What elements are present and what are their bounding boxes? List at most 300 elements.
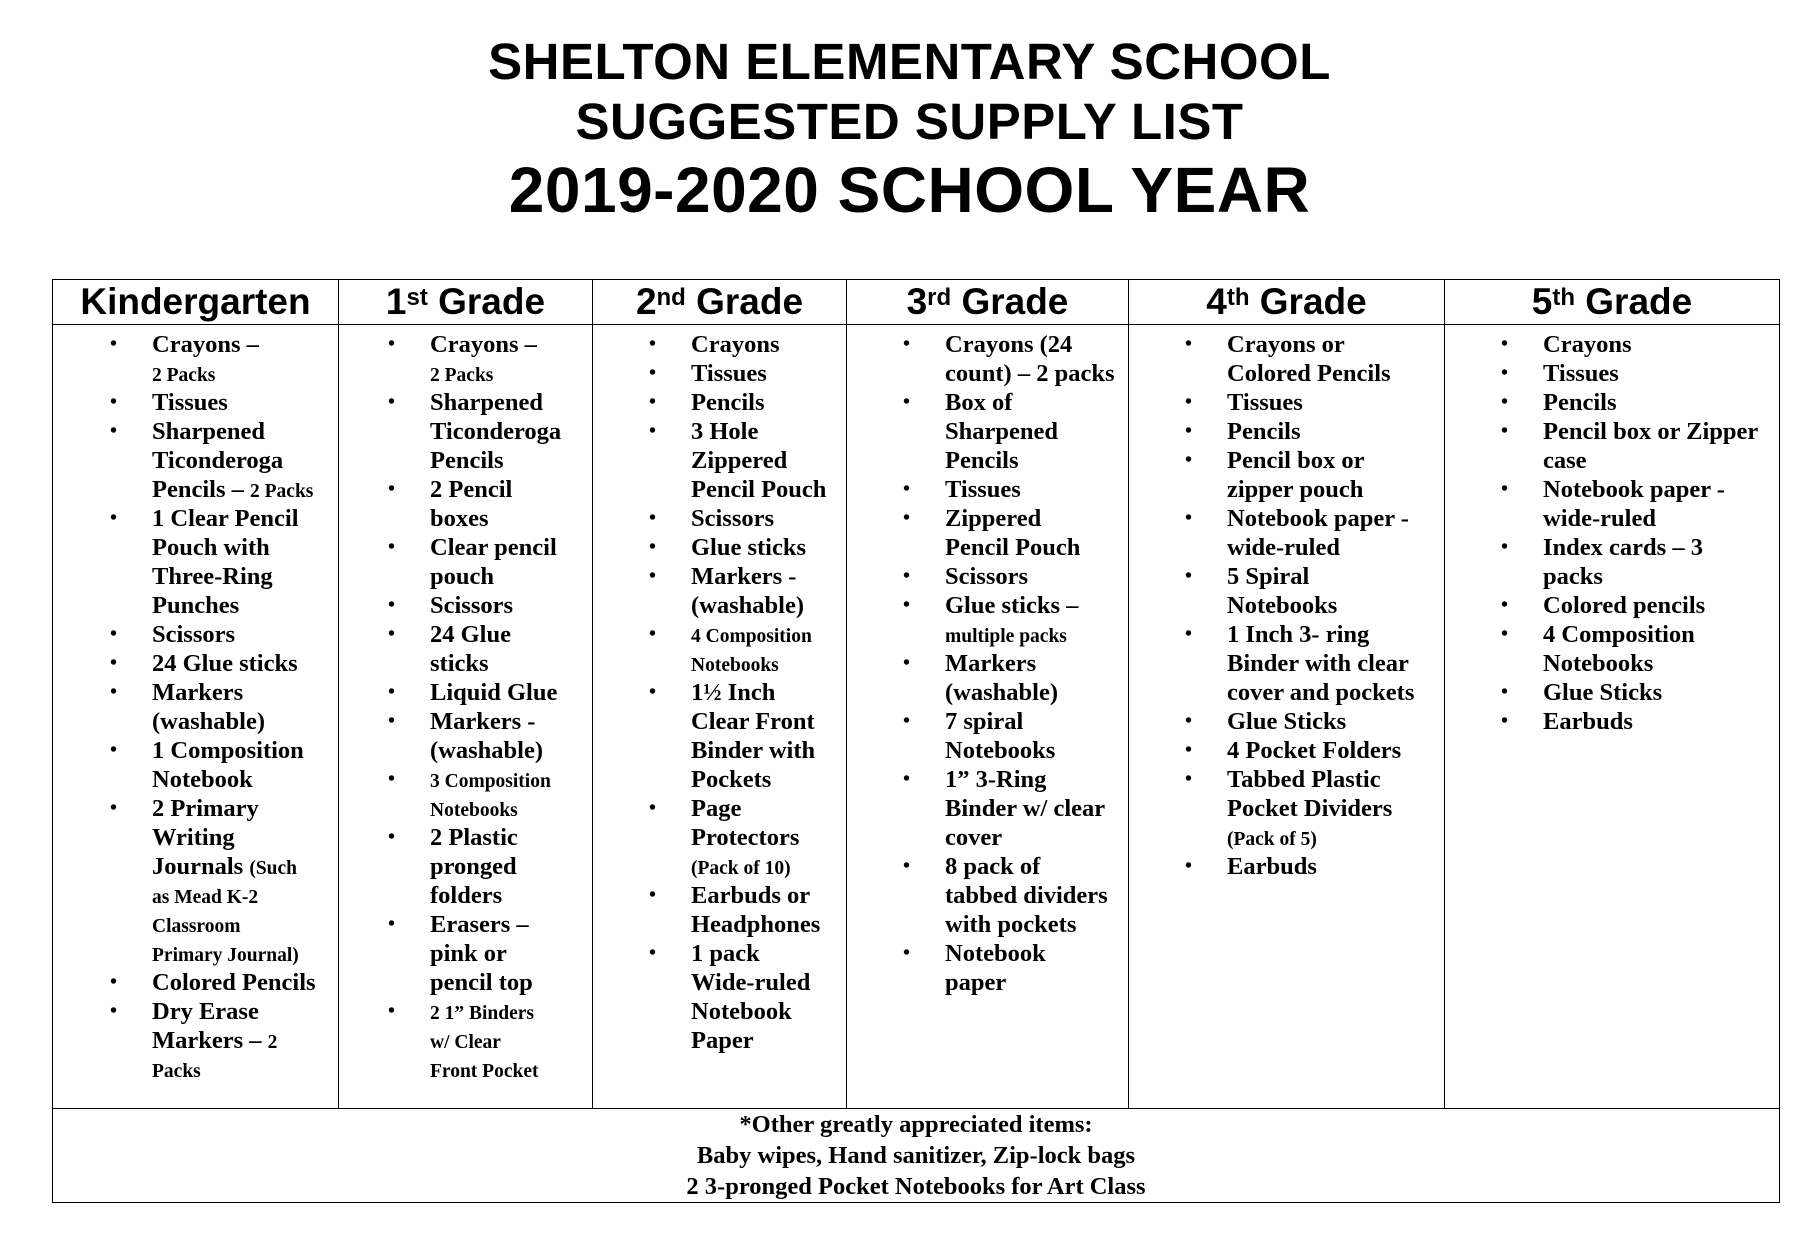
supply-item-text: 2 Packs bbox=[250, 481, 314, 502]
supply-item bbox=[593, 794, 846, 881]
supply-item-text: 2 Plastic bbox=[430, 824, 518, 851]
supply-item bbox=[593, 881, 846, 939]
supply-item-text: Scissors bbox=[430, 592, 514, 619]
footer-row bbox=[53, 1109, 1780, 1203]
supply-item-text: zipper pouch bbox=[1227, 476, 1364, 503]
supply-item-text: Pencils bbox=[691, 389, 765, 416]
supply-item bbox=[847, 388, 1128, 475]
supply-item-text: Protectors bbox=[691, 824, 800, 851]
supply-item-text: Markers – bbox=[152, 1027, 268, 1054]
supply-item bbox=[593, 417, 846, 504]
grade-word: Grade bbox=[685, 281, 804, 322]
supply-item-text: Scissors bbox=[945, 563, 1029, 590]
supply-item-text: wide-ruled bbox=[1543, 505, 1656, 532]
bullet-icon: • bbox=[903, 391, 911, 413]
supply-item-text: Three-Ring bbox=[152, 563, 273, 590]
supply-item-text: 1” 3-Ring bbox=[945, 766, 1047, 793]
supply-item bbox=[53, 620, 338, 649]
supply-item bbox=[593, 678, 846, 794]
supply-item-text: 5 Spiral bbox=[1227, 563, 1310, 590]
bullet-icon: • bbox=[903, 565, 911, 587]
header-grade-3 bbox=[847, 280, 1129, 325]
list-title: SUGGESTED SUPPLY LIST bbox=[575, 93, 1244, 150]
supply-item bbox=[1445, 591, 1779, 620]
bullet-icon: • bbox=[110, 652, 118, 674]
supply-item bbox=[339, 765, 592, 823]
supply-item-text: Notebook bbox=[945, 940, 1046, 967]
bullet-icon: • bbox=[903, 507, 911, 529]
supply-item-text: Earbuds bbox=[1227, 853, 1317, 880]
supply-item-text: Binder w/ clear bbox=[945, 795, 1106, 822]
supply-item-text: Crayons bbox=[691, 331, 780, 358]
supply-item-text: Pencil box or bbox=[1227, 447, 1365, 474]
supply-item-text: Notebook bbox=[152, 766, 253, 793]
bullet-icon: • bbox=[903, 333, 911, 355]
supply-item-text: 4 Composition bbox=[691, 626, 812, 647]
supply-item-text: Pockets bbox=[691, 766, 772, 793]
supply-item-text: Earbuds bbox=[1543, 708, 1633, 735]
bullet-icon: • bbox=[1185, 420, 1193, 442]
bullet-icon: • bbox=[649, 681, 657, 703]
bullet-icon: • bbox=[388, 1000, 396, 1022]
supply-item bbox=[1129, 330, 1444, 388]
bullet-icon: • bbox=[1185, 739, 1193, 761]
supply-item bbox=[53, 794, 338, 968]
bullet-icon: • bbox=[649, 536, 657, 558]
supply-item bbox=[1445, 417, 1779, 475]
supply-item bbox=[1445, 330, 1779, 359]
supply-item bbox=[339, 388, 592, 475]
supply-item-text: Notebooks bbox=[430, 800, 518, 821]
bullet-icon: • bbox=[903, 594, 911, 616]
grade-ordinal: st bbox=[406, 284, 428, 311]
supply-list-grade-2 bbox=[593, 325, 846, 1055]
supply-list-grade-5 bbox=[1445, 325, 1779, 736]
supply-item bbox=[1445, 620, 1779, 678]
grade-number: 1 bbox=[385, 281, 407, 322]
bullet-icon: • bbox=[1185, 507, 1193, 529]
supply-item bbox=[1129, 388, 1444, 417]
supply-item-text: 2 Primary bbox=[152, 795, 259, 822]
supply-item-text: sticks bbox=[430, 650, 489, 677]
supply-item bbox=[847, 562, 1128, 591]
supply-item bbox=[1445, 707, 1779, 736]
bullet-icon: • bbox=[903, 855, 911, 877]
supply-item-text: Colored Pencils bbox=[152, 969, 316, 996]
other-items-note bbox=[53, 1109, 1780, 1203]
supply-item-text: Glue sticks bbox=[691, 534, 807, 561]
supply-item-text: 2 Pencil bbox=[430, 476, 513, 503]
bullet-icon: • bbox=[649, 565, 657, 587]
column-grade-3 bbox=[847, 325, 1129, 1109]
supply-item-text: Ticonderoga bbox=[152, 447, 284, 474]
supply-item-text: Pencils bbox=[430, 447, 504, 474]
bullet-icon: • bbox=[388, 913, 396, 935]
supply-item bbox=[1129, 504, 1444, 562]
bullet-icon: • bbox=[110, 420, 118, 442]
bullet-icon: • bbox=[649, 420, 657, 442]
supply-item-text: Tissues bbox=[945, 476, 1021, 503]
document-title bbox=[0, 32, 1819, 228]
bullet-icon: • bbox=[1185, 449, 1193, 471]
bullet-icon: • bbox=[1185, 623, 1193, 645]
supply-item bbox=[53, 417, 338, 504]
supply-item-text: 4 Composition bbox=[1543, 621, 1695, 648]
supply-item-text: Index cards – 3 bbox=[1543, 534, 1703, 561]
supply-item bbox=[339, 475, 592, 533]
supply-item bbox=[339, 678, 592, 707]
supply-item-text: Pencils bbox=[1227, 418, 1301, 445]
supply-item-text: pink or bbox=[430, 940, 507, 967]
bullet-icon: • bbox=[1501, 420, 1509, 442]
bullet-icon: • bbox=[649, 942, 657, 964]
bullet-icon: • bbox=[1185, 710, 1193, 732]
supply-item-text: wide-ruled bbox=[1227, 534, 1340, 561]
supply-item-text: Markers bbox=[152, 679, 244, 706]
supply-item bbox=[847, 707, 1128, 765]
supply-item-text: 2 Packs bbox=[430, 365, 494, 386]
supply-item bbox=[1129, 620, 1444, 707]
supply-item bbox=[53, 968, 338, 997]
bullet-icon: • bbox=[649, 333, 657, 355]
supply-item-text: with pockets bbox=[945, 911, 1077, 938]
supply-item-text: Notebook bbox=[691, 998, 792, 1025]
supply-item-text: Pencil Pouch bbox=[945, 534, 1081, 561]
bullet-icon: • bbox=[1501, 478, 1509, 500]
bullet-icon: • bbox=[1501, 536, 1509, 558]
supply-item bbox=[847, 504, 1128, 562]
bullet-icon: • bbox=[388, 391, 396, 413]
supply-item bbox=[1129, 446, 1444, 504]
supply-item-text: Zippered bbox=[945, 505, 1042, 532]
supply-item-text: Journals bbox=[152, 853, 250, 880]
bullet-icon: • bbox=[110, 1000, 118, 1022]
supply-item-text: 24 Glue sticks bbox=[152, 650, 298, 677]
supply-item-text: Pencils bbox=[945, 447, 1019, 474]
header-grade-1 bbox=[339, 280, 593, 325]
supply-item-text: Glue Sticks bbox=[1227, 708, 1347, 735]
supply-item bbox=[339, 707, 592, 765]
supply-item bbox=[339, 910, 592, 997]
supply-item-text: 2 bbox=[267, 1032, 278, 1053]
supply-item-text: Pocket Dividers bbox=[1227, 795, 1393, 822]
bullet-icon: • bbox=[649, 797, 657, 819]
supply-item-text: Zippered bbox=[691, 447, 788, 474]
supply-item-text: 1½ Inch bbox=[691, 679, 776, 706]
supply-item-text: Scissors bbox=[691, 505, 775, 532]
column-grade-5 bbox=[1445, 325, 1780, 1109]
supply-item-text: pencil top bbox=[430, 969, 533, 996]
supply-item-text: Notebooks bbox=[945, 737, 1056, 764]
supply-item-text: Packs bbox=[152, 1061, 201, 1082]
column-grade-2 bbox=[593, 325, 847, 1109]
supply-item bbox=[847, 649, 1128, 707]
supply-item-text: 7 spiral bbox=[945, 708, 1024, 735]
supply-item-text: Clear Front bbox=[691, 708, 815, 735]
supply-item-text: boxes bbox=[430, 505, 489, 532]
bullet-icon: • bbox=[388, 536, 396, 558]
supply-item-text: Pencil Pouch bbox=[691, 476, 827, 503]
column-grade-4 bbox=[1129, 325, 1445, 1109]
supply-item-text: Ticonderoga bbox=[430, 418, 562, 445]
supply-item-text: Crayons (24 bbox=[945, 331, 1073, 358]
supply-item-text: 3 Hole bbox=[691, 418, 759, 445]
bullet-icon: • bbox=[1501, 333, 1509, 355]
supply-item bbox=[1129, 562, 1444, 620]
supply-item bbox=[847, 765, 1128, 852]
supply-item bbox=[1129, 707, 1444, 736]
bullet-icon: • bbox=[903, 942, 911, 964]
supply-item-text: Scissors bbox=[152, 621, 236, 648]
grade-header-row bbox=[53, 280, 1780, 325]
supply-item-text: 8 pack of bbox=[945, 853, 1041, 880]
bullet-icon: • bbox=[1185, 768, 1193, 790]
bullet-icon: • bbox=[388, 478, 396, 500]
supply-item-text: Front Pocket bbox=[430, 1061, 539, 1082]
supply-item bbox=[1129, 852, 1444, 881]
supply-item-text: cover bbox=[945, 824, 1003, 851]
supply-item-text: Binder with bbox=[691, 737, 816, 764]
supply-item-text: Tissues bbox=[691, 360, 767, 387]
supply-item bbox=[593, 359, 846, 388]
supply-item-text: Notebooks bbox=[691, 655, 779, 676]
grade-ordinal: th bbox=[1552, 284, 1575, 311]
other-items-line-2: 2 3-pronged Pocket Notebooks for Art Class bbox=[686, 1173, 1146, 1200]
supply-item-text: Sharpened bbox=[430, 389, 544, 416]
supply-item-text: 4 Pocket Folders bbox=[1227, 737, 1402, 764]
other-items-line-1: Baby wipes, Hand sanitizer, Zip-lock bags bbox=[696, 1142, 1136, 1169]
supply-item-text: Crayons or bbox=[1227, 331, 1345, 358]
grade-ordinal: th bbox=[1226, 284, 1250, 311]
supply-item-text: paper bbox=[945, 969, 1007, 996]
grade-number: 2 bbox=[635, 281, 657, 322]
bullet-icon: • bbox=[110, 971, 118, 993]
supply-item-text: Page bbox=[691, 795, 742, 822]
supply-item bbox=[1445, 388, 1779, 417]
grade-word: Grade bbox=[951, 281, 1069, 322]
supply-item-text: (washable) bbox=[152, 708, 265, 735]
bullet-icon: • bbox=[110, 681, 118, 703]
supply-item bbox=[593, 620, 846, 678]
supply-item-text: Tissues bbox=[1227, 389, 1303, 416]
supply-item-text: (Such bbox=[249, 858, 298, 879]
bullet-icon: • bbox=[903, 652, 911, 674]
supply-item-text: Notebook paper - bbox=[1227, 505, 1409, 532]
supply-item-text: Punches bbox=[152, 592, 240, 619]
supply-item bbox=[593, 562, 846, 620]
supply-item-text: Primary Journal) bbox=[152, 945, 299, 966]
supply-item-text: (Pack of 10) bbox=[691, 858, 791, 879]
supply-list-grade-1 bbox=[339, 325, 592, 1084]
supply-item bbox=[593, 388, 846, 417]
supply-item-text: Crayons – bbox=[430, 331, 537, 358]
bullet-icon: • bbox=[1501, 681, 1509, 703]
supply-item bbox=[1445, 533, 1779, 591]
supply-item-text: Tabbed Plastic bbox=[1227, 766, 1381, 793]
supply-table bbox=[52, 279, 1780, 1203]
supply-list-grade-3 bbox=[847, 325, 1128, 997]
supply-item-text: Pencil box or Zipper bbox=[1543, 418, 1759, 445]
supply-item-text: Pencils – bbox=[152, 476, 250, 503]
supply-item-text: Colored pencils bbox=[1543, 592, 1706, 619]
grade-ordinal: rd bbox=[927, 284, 952, 311]
supply-item-text: Dry Erase bbox=[152, 998, 259, 1025]
bullet-icon: • bbox=[1501, 594, 1509, 616]
supply-item-text: Pouch with bbox=[152, 534, 270, 561]
bullet-icon: • bbox=[1501, 623, 1509, 645]
header-grade-5 bbox=[1445, 280, 1780, 325]
bullet-icon: • bbox=[388, 768, 396, 790]
bullet-icon: • bbox=[903, 710, 911, 732]
bullet-icon: • bbox=[1185, 333, 1193, 355]
bullet-icon: • bbox=[1185, 565, 1193, 587]
supply-item bbox=[339, 997, 592, 1084]
column-grade-1 bbox=[339, 325, 593, 1109]
supply-item-text: Box of bbox=[945, 389, 1013, 416]
supply-item-text: pronged bbox=[430, 853, 517, 880]
bullet-icon: • bbox=[110, 391, 118, 413]
supply-item-text: case bbox=[1543, 447, 1587, 474]
supply-item-text: (washable) bbox=[945, 679, 1058, 706]
supply-item-text: Tissues bbox=[152, 389, 228, 416]
supply-item bbox=[1445, 678, 1779, 707]
bullet-icon: • bbox=[649, 623, 657, 645]
bullet-icon: • bbox=[388, 681, 396, 703]
bullet-icon: • bbox=[649, 507, 657, 529]
supply-item-text: as Mead K-2 bbox=[152, 887, 259, 908]
bullet-icon: • bbox=[649, 884, 657, 906]
school-year: 2019-2020 SCHOOL YEAR bbox=[508, 154, 1311, 226]
supply-item bbox=[53, 649, 338, 678]
column-kindergarten bbox=[53, 325, 339, 1109]
supply-item-text: cover and pockets bbox=[1227, 679, 1415, 706]
supply-item bbox=[53, 330, 338, 388]
supply-item bbox=[1129, 736, 1444, 765]
supply-item-text: 3 Composition bbox=[430, 771, 551, 792]
header-kindergarten bbox=[53, 280, 339, 325]
bullet-icon: • bbox=[388, 710, 396, 732]
bullet-icon: • bbox=[110, 507, 118, 529]
supply-item-text: Classroom bbox=[152, 916, 241, 937]
supply-item bbox=[847, 939, 1128, 997]
supply-item bbox=[53, 388, 338, 417]
grade-ordinal: nd bbox=[656, 284, 686, 311]
supply-item bbox=[1129, 765, 1444, 852]
supply-item-text: Liquid Glue bbox=[430, 679, 558, 706]
bullet-icon: • bbox=[110, 739, 118, 761]
supply-item bbox=[847, 330, 1128, 388]
supply-item-text: packs bbox=[1543, 563, 1603, 590]
supply-item-text: multiple packs bbox=[945, 626, 1067, 647]
bullet-icon: • bbox=[1501, 362, 1509, 384]
supply-item bbox=[339, 591, 592, 620]
grade-number: 4 bbox=[1206, 281, 1227, 322]
supply-item-text: folders bbox=[430, 882, 503, 909]
bullet-icon: • bbox=[1185, 855, 1193, 877]
grade-label: Kindergarten bbox=[80, 281, 311, 322]
supply-item-text: Tissues bbox=[1543, 360, 1619, 387]
supply-item bbox=[847, 475, 1128, 504]
supply-item-text: 1 pack bbox=[691, 940, 760, 967]
bullet-icon: • bbox=[649, 391, 657, 413]
bullet-icon: • bbox=[903, 478, 911, 500]
supply-item bbox=[847, 852, 1128, 939]
supply-item-text: 1 Inch 3- ring bbox=[1227, 621, 1370, 648]
bullet-icon: • bbox=[1501, 391, 1509, 413]
supply-item-text: tabbed dividers bbox=[945, 882, 1108, 909]
bullet-icon: • bbox=[110, 623, 118, 645]
grade-word: Grade bbox=[1575, 281, 1693, 322]
supply-item-text: Crayons bbox=[1543, 331, 1632, 358]
supply-item-text: Wide-ruled bbox=[691, 969, 811, 996]
supply-item bbox=[593, 939, 846, 1055]
supply-item-text: Notebook paper - bbox=[1543, 476, 1725, 503]
supply-item-text: Paper bbox=[691, 1027, 754, 1054]
bullet-icon: • bbox=[110, 333, 118, 355]
supply-item-text: 24 Glue bbox=[430, 621, 511, 648]
bullet-icon: • bbox=[110, 797, 118, 819]
header-grade-4 bbox=[1129, 280, 1445, 325]
supply-item-text: Writing bbox=[152, 824, 235, 851]
supply-item-text: Glue Sticks bbox=[1543, 679, 1663, 706]
supply-item-text: 2 Packs bbox=[152, 365, 216, 386]
supply-item-text: Sharpened bbox=[152, 418, 266, 445]
grade-word: Grade bbox=[427, 281, 546, 322]
supply-item bbox=[53, 678, 338, 736]
supply-item bbox=[593, 330, 846, 359]
supply-item bbox=[53, 997, 338, 1084]
supply-item-text: 1 Composition bbox=[152, 737, 304, 764]
supply-item-text: pouch bbox=[430, 563, 495, 590]
bullet-icon: • bbox=[388, 333, 396, 355]
school-name: SHELTON ELEMENTARY SCHOOL bbox=[488, 33, 1331, 90]
supply-item-text: Markers bbox=[945, 650, 1037, 677]
header-grade-2 bbox=[593, 280, 847, 325]
supply-item-text: Notebooks bbox=[1543, 650, 1654, 677]
bullet-icon: • bbox=[388, 623, 396, 645]
grade-word: Grade bbox=[1249, 281, 1367, 322]
supply-item bbox=[339, 533, 592, 591]
supply-item bbox=[593, 533, 846, 562]
supply-item bbox=[1129, 417, 1444, 446]
bullet-icon: • bbox=[388, 826, 396, 848]
supply-item-text: Erasers – bbox=[430, 911, 529, 938]
bullet-icon: • bbox=[1185, 391, 1193, 413]
supply-item-text: Headphones bbox=[691, 911, 821, 938]
supply-item-text: Binder with clear bbox=[1227, 650, 1409, 677]
supply-list-kindergarten bbox=[53, 325, 338, 1084]
supply-item-text: Glue sticks – bbox=[945, 592, 1079, 619]
supply-item-text: 1 Clear Pencil bbox=[152, 505, 299, 532]
supply-item-text: Notebooks bbox=[1227, 592, 1338, 619]
supply-item bbox=[593, 504, 846, 533]
supply-item-text: Markers - bbox=[430, 708, 536, 735]
supply-item bbox=[53, 736, 338, 794]
supply-item-text: (Pack of 5) bbox=[1227, 829, 1317, 850]
supply-item-text: Pencils bbox=[1543, 389, 1617, 416]
supply-item-text: Crayons – bbox=[152, 331, 259, 358]
supply-item-text: Earbuds or bbox=[691, 882, 811, 909]
supply-list-grade-4 bbox=[1129, 325, 1444, 881]
supply-item-text: Colored Pencils bbox=[1227, 360, 1391, 387]
supply-item bbox=[339, 330, 592, 388]
supply-item bbox=[339, 823, 592, 910]
supply-item-text: w/ Clear bbox=[430, 1032, 501, 1053]
supply-item-text: Sharpened bbox=[945, 418, 1059, 445]
supply-item-text: (washable) bbox=[691, 592, 804, 619]
bullet-icon: • bbox=[1501, 710, 1509, 732]
supply-item-text: Clear pencil bbox=[430, 534, 557, 561]
